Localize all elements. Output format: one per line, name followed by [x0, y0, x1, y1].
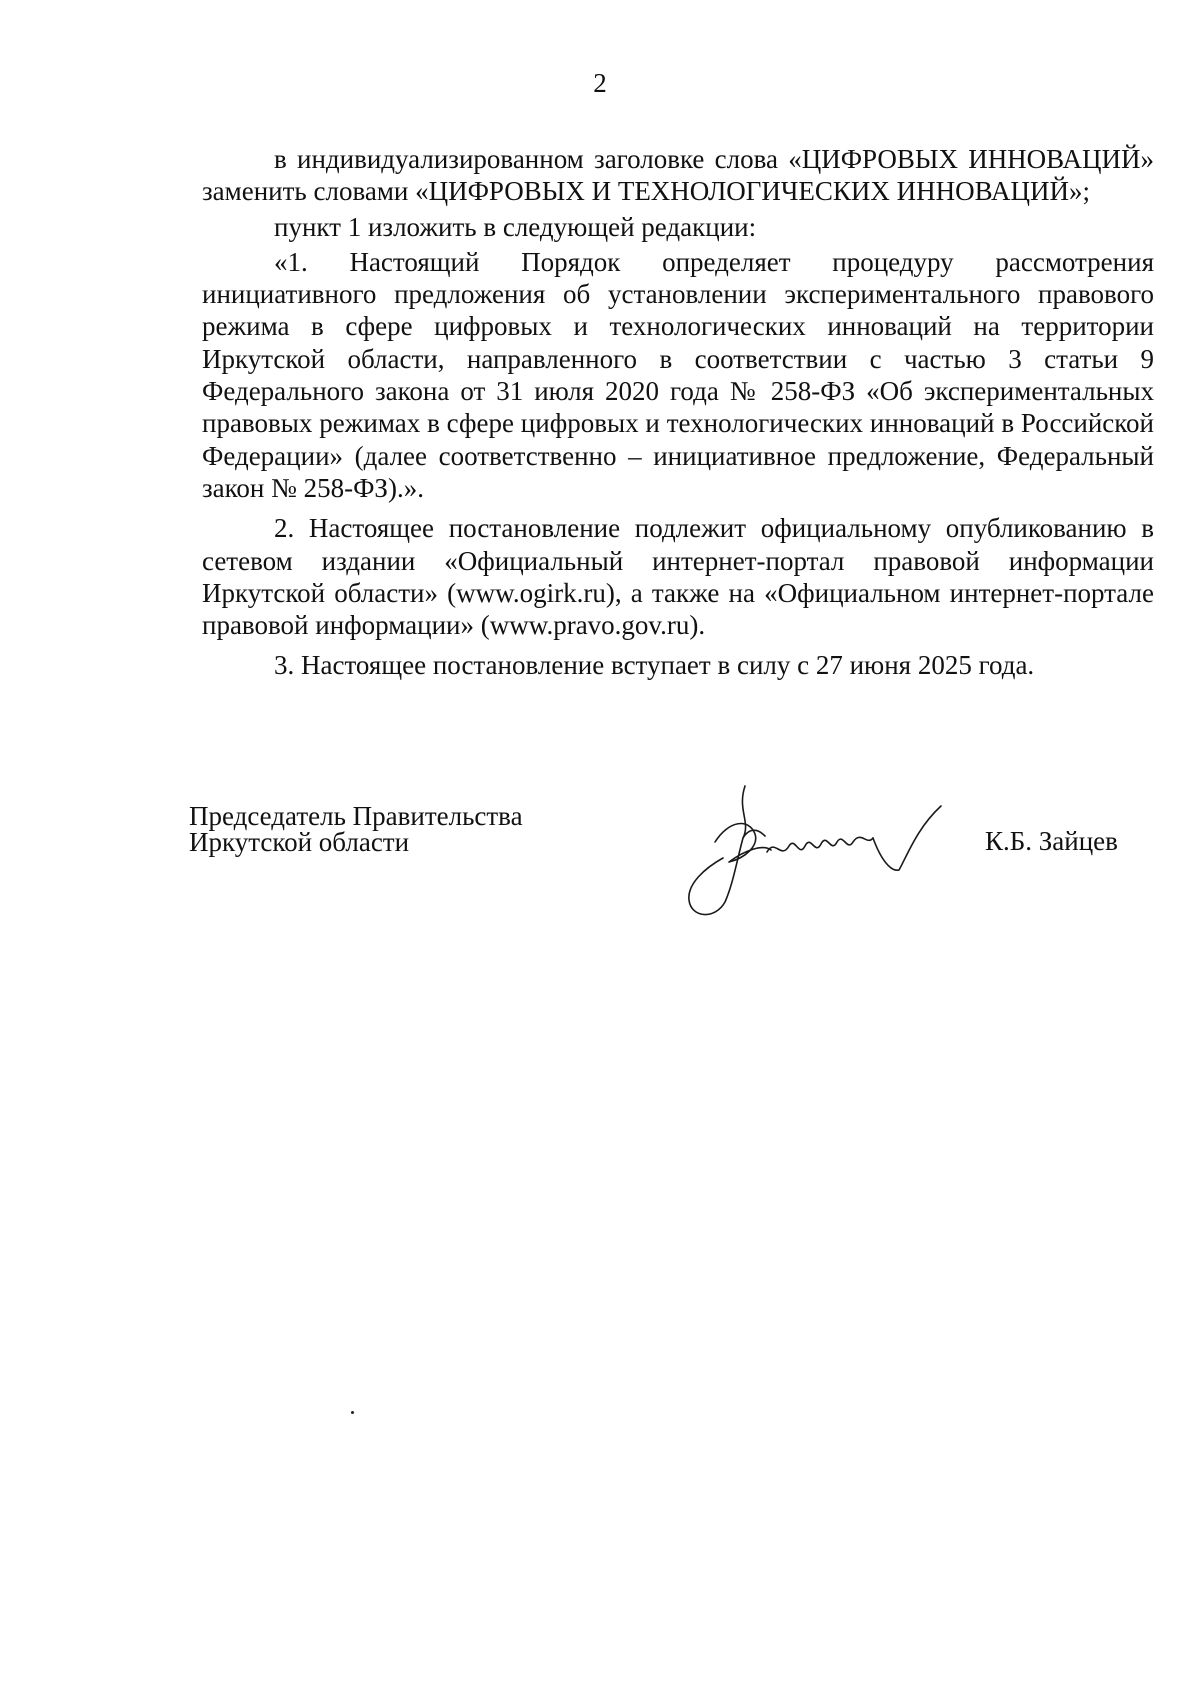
page-number: 2 — [593, 68, 607, 98]
signatory-position-line-1: Председатель Правительства — [189, 801, 523, 831]
paragraph-point-1-intro: пункт 1 изложить в следующей редакции: — [274, 211, 757, 242]
signature-body-stroke — [767, 837, 873, 852]
signatory-position — [189, 803, 523, 855]
signature-initial-stroke — [715, 824, 771, 862]
paragraph-publication: 2. Настоящее постановление подлежит официальному опубликованию в сетевом издании «Официальный интернет-портал правовой информации Иркутской области» (www.ogirk.ru), а также на «Официальном интернет-портале правовой информации» (www.pravo.gov.ru). — [202, 513, 1154, 641]
signatory-name: К.Б. Зайцев — [985, 826, 1118, 856]
signatory-position-line-2: Иркутской области — [189, 827, 410, 857]
document-body — [202, 143, 1154, 682]
scan-speck — [351, 1411, 354, 1414]
signature-tail-stroke — [873, 806, 941, 870]
signature-loop-stroke — [689, 786, 746, 915]
paragraph-title-amendment: в индивидуализированном заголовке слова «ЦИФРОВЫХ ИННОВАЦИЙ» заменить словами «ЦИФРОВЫХ И ТЕХНОЛОГИЧЕСКИХ ИННОВАЦИЙ»; — [202, 144, 1154, 207]
paragraph-effective-date: 3. Настоящее постановление вступает в силу с 27 июня 2025 года. — [274, 650, 1035, 681]
handwritten-signature — [685, 780, 955, 930]
paragraph-point-1-text: «1. Настоящий Порядок определяет процедуру рассмотрения инициативного предложения об установлении экспериментального правового режима в сфере цифровых и технологических инноваций на территории Иркутской области, направленного в соответствии с частью 3 статьи 9 Федерального закона от 31 июля 2020 года № 258-ФЗ «Об экспериментальных правовых режимах в сфере цифровых и технологических инноваций в Российской Федерации» (далее соответственно – инициативное предложение, Федеральный закон № 258-ФЗ).». — [202, 246, 1154, 503]
